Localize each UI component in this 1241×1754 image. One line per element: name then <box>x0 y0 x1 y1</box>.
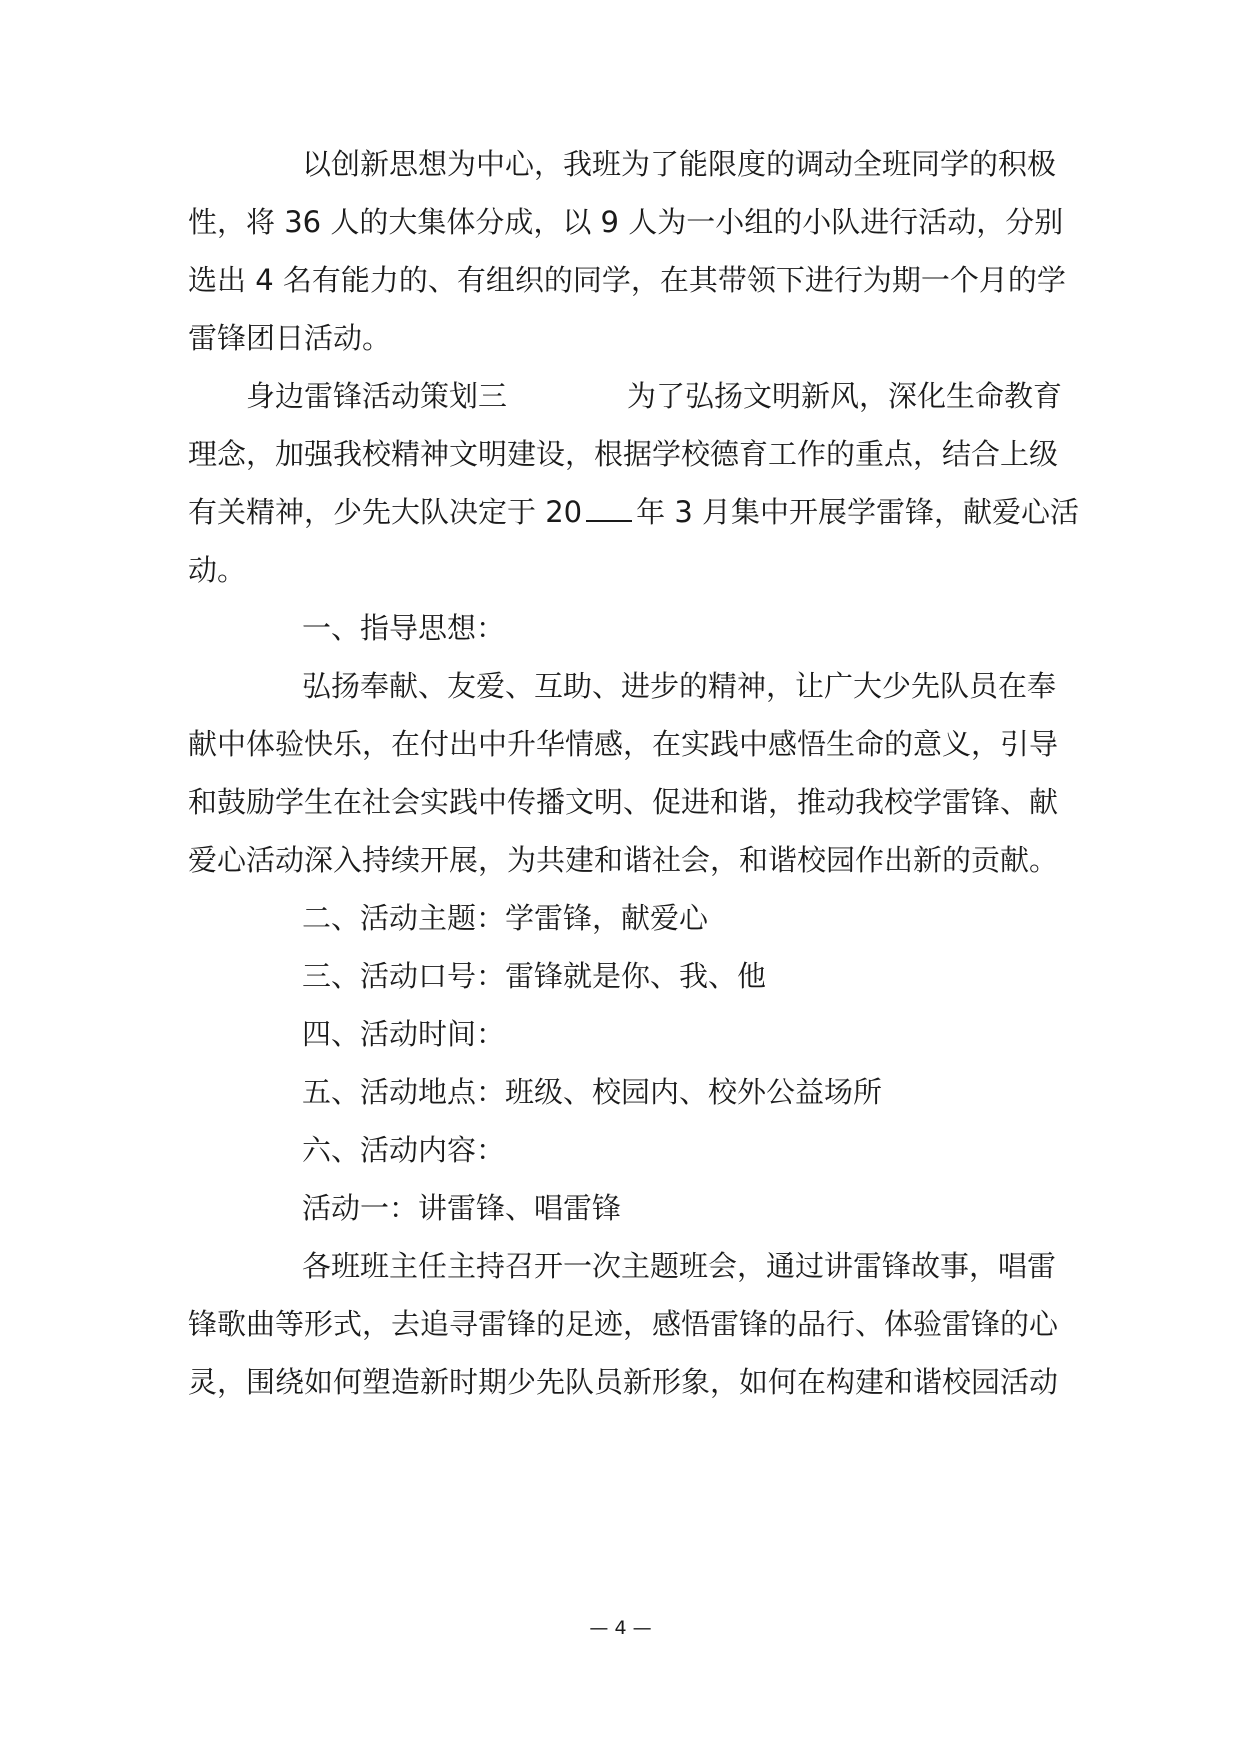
blank-underline <box>586 494 632 522</box>
heading-guiding-thought: 一、指导思想： <box>302 611 506 645</box>
paragraph-line: 弘扬奉献、友爱、互助、进步的精神，让广大少先队员在奉 <box>302 669 1057 703</box>
paragraph-text: 为了弘扬文明新风，深化生命教育 <box>627 379 1063 413</box>
paragraph-text: 年 3 月集中开展学雷锋，献爱心活 <box>636 495 1080 529</box>
paragraph-line: 动。 <box>188 553 247 587</box>
heading-time: 四、活动时间： <box>302 1017 506 1051</box>
heading-location: 五、活动地点：班级、校园内、校外公益场所 <box>302 1075 883 1109</box>
paragraph-line: 雷锋团日活动。 <box>188 321 392 355</box>
paragraph-line: 各班班主任主持召开一次主题班会，通过讲雷锋故事，唱雷 <box>302 1249 1057 1283</box>
section-title: 身边雷锋活动策划三 <box>246 379 508 413</box>
heading-theme: 二、活动主题：学雷锋，献爱心 <box>302 901 709 935</box>
paragraph-line: 灵，围绕如何塑造新时期少先队员新形象，如何在构建和谐校园活动 <box>188 1365 1059 1399</box>
section-title-line <box>246 378 1126 414</box>
page-number: — 4 — <box>589 1617 652 1639</box>
paragraph-line: 爱心活动深入持续开展，为共建和谐社会，和谐校园作出新的贡献。 <box>188 843 1059 877</box>
heading-content: 六、活动内容： <box>302 1133 506 1167</box>
paragraph-line: 锋歌曲等形式，去追寻雷锋的足迹，感悟雷锋的品行、体验雷锋的心 <box>188 1307 1059 1341</box>
heading-activity-one: 活动一：讲雷锋、唱雷锋 <box>302 1191 622 1225</box>
paragraph-line: 和鼓励学生在社会实践中传播文明、促进和谐，推动我校学雷锋、献 <box>188 785 1059 819</box>
paragraph-line: 选出 4 名有能力的、有组织的同学，在其带领下进行为期一个月的学 <box>188 263 1066 297</box>
paragraph-text: 有关精神，少先大队决定于 20 <box>188 495 583 529</box>
paragraph-line <box>188 494 1080 530</box>
paragraph-line: 性，将 36 人的大集体分成，以 9 人为一小组的小队进行活动，分别 <box>188 205 1064 239</box>
paragraph-line: 理念，加强我校精神文明建设，根据学校德育工作的重点，结合上级 <box>188 437 1059 471</box>
paragraph-line: 献中体验快乐，在付出中升华情感，在实践中感悟生命的意义，引导 <box>188 727 1059 761</box>
heading-slogan: 三、活动口号：雷锋就是你、我、他 <box>302 959 767 993</box>
paragraph-line: 以创新思想为中心，我班为了能限度的调动全班同学的积极 <box>302 147 1057 181</box>
